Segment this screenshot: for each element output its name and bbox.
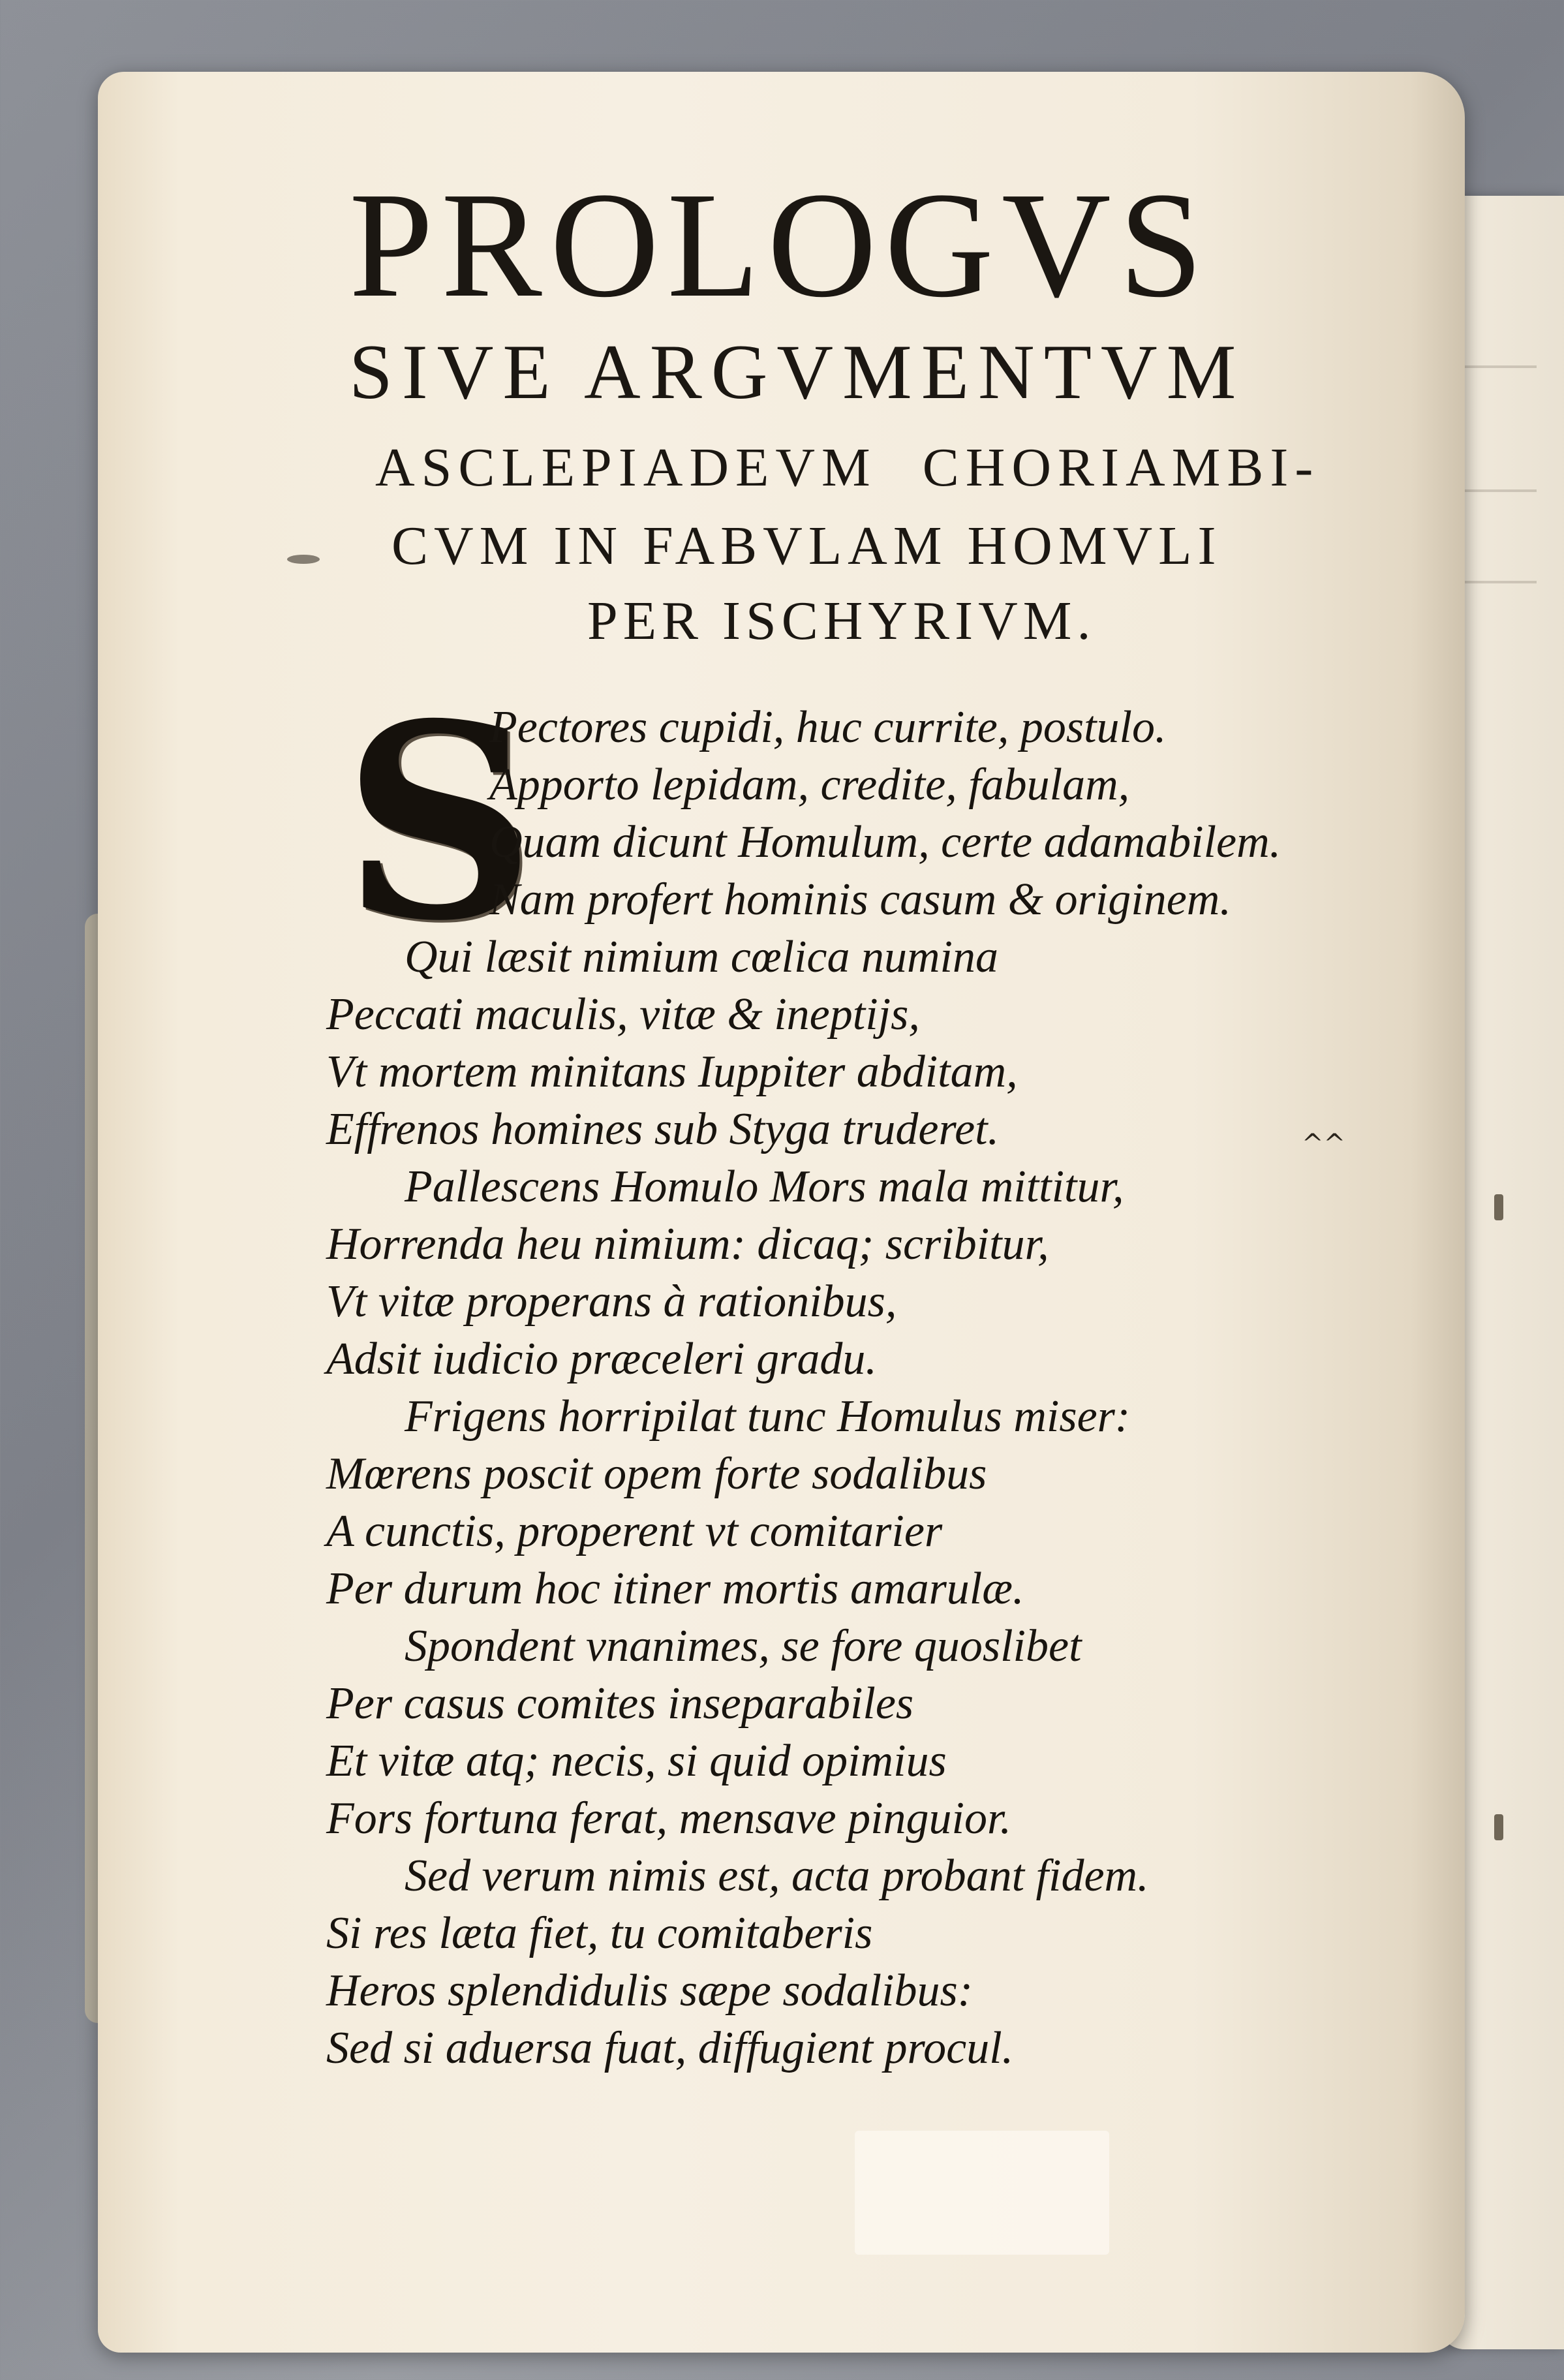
title-line-2: SIVE ARGVMENTVM — [349, 328, 1246, 415]
verse-line: Adsit iudicio præceleri gradu. — [326, 1334, 877, 1384]
paper-patch — [855, 2131, 1109, 2255]
verse-line: Per casus comites inseparabiles — [326, 1678, 914, 1729]
verse-line: Quam dicunt Homulum, certe adamabilem. — [489, 817, 1281, 867]
verse-line: Heros splendidulis sæpe sodalibus: — [326, 1966, 974, 2016]
verse-line: Frigens horripilat tunc Homulus miser: — [405, 1391, 1131, 1442]
verse-line: Per durum hoc itiner mortis amarulæ. — [326, 1564, 1024, 1614]
verse-line: Spondent vnanimes, se fore quoslibet — [405, 1621, 1082, 1671]
verse-line: Fors fortuna ferat, mensave pinguior. — [326, 1793, 1011, 1844]
verse-line: Apporto lepidam, credite, fabulam, — [489, 760, 1130, 810]
title-line-3a: ASCLEPIADEVM — [375, 437, 877, 498]
verse-line: Peccati maculis, vitæ & ineptijs, — [326, 989, 920, 1040]
binding-stitch — [1494, 1814, 1503, 1840]
verse-line: Vt vitæ properans à rationibus, — [326, 1276, 897, 1327]
drop-cap: S — [343, 665, 536, 980]
verse-line: A cunctis, properent vt comitarier — [326, 1506, 943, 1556]
ghost-line — [1458, 346, 1537, 368]
title-line-1: PROLOGVS — [349, 161, 1211, 329]
verse-line: Nam profert hominis casum & originem. — [489, 874, 1231, 925]
title-line-3b: CHORIAMBI- — [922, 437, 1320, 498]
verse-line: Si res læta fiet, tu comitaberis — [326, 1908, 873, 1958]
ghost-line — [1458, 561, 1537, 583]
verse-line: Mœrens poscit opem forte sodalibus — [326, 1449, 987, 1499]
verse-line: Vt mortem minitans Iuppiter abditam, — [326, 1047, 1018, 1097]
verse-line: Pallescens Homulo Mors mala mittitur, — [405, 1162, 1124, 1212]
verse-line: Pectores cupidi, huc currite, postulo. — [489, 702, 1167, 752]
verse-line: Sed verum nimis est, acta probant fidem. — [405, 1851, 1149, 1901]
title-line-4: CVM IN FABVLAM HOMVLI — [391, 516, 1222, 576]
verse-line: Sed si aduersa fuat, diffugient procul. — [326, 2023, 1014, 2073]
verse-line: Effrenos homines sub Styga truderet. — [326, 1104, 1000, 1154]
title-line-3 — [375, 437, 1320, 498]
verse-line: Et vitæ atq; necis, si quid opimius — [326, 1736, 947, 1786]
verse-line: Horrenda heu nimium: dicaq; scribitur, — [326, 1219, 1049, 1269]
binding-stitch — [1494, 1194, 1503, 1220]
margin-mark: ^^ — [1302, 1129, 1346, 1159]
title-line-5: PER ISCHYRIVM. — [587, 591, 1096, 651]
verse-line: Qui læsit nimium cœlica numina — [405, 932, 998, 982]
ink-smudge — [287, 555, 320, 564]
ghost-line — [1458, 470, 1537, 492]
